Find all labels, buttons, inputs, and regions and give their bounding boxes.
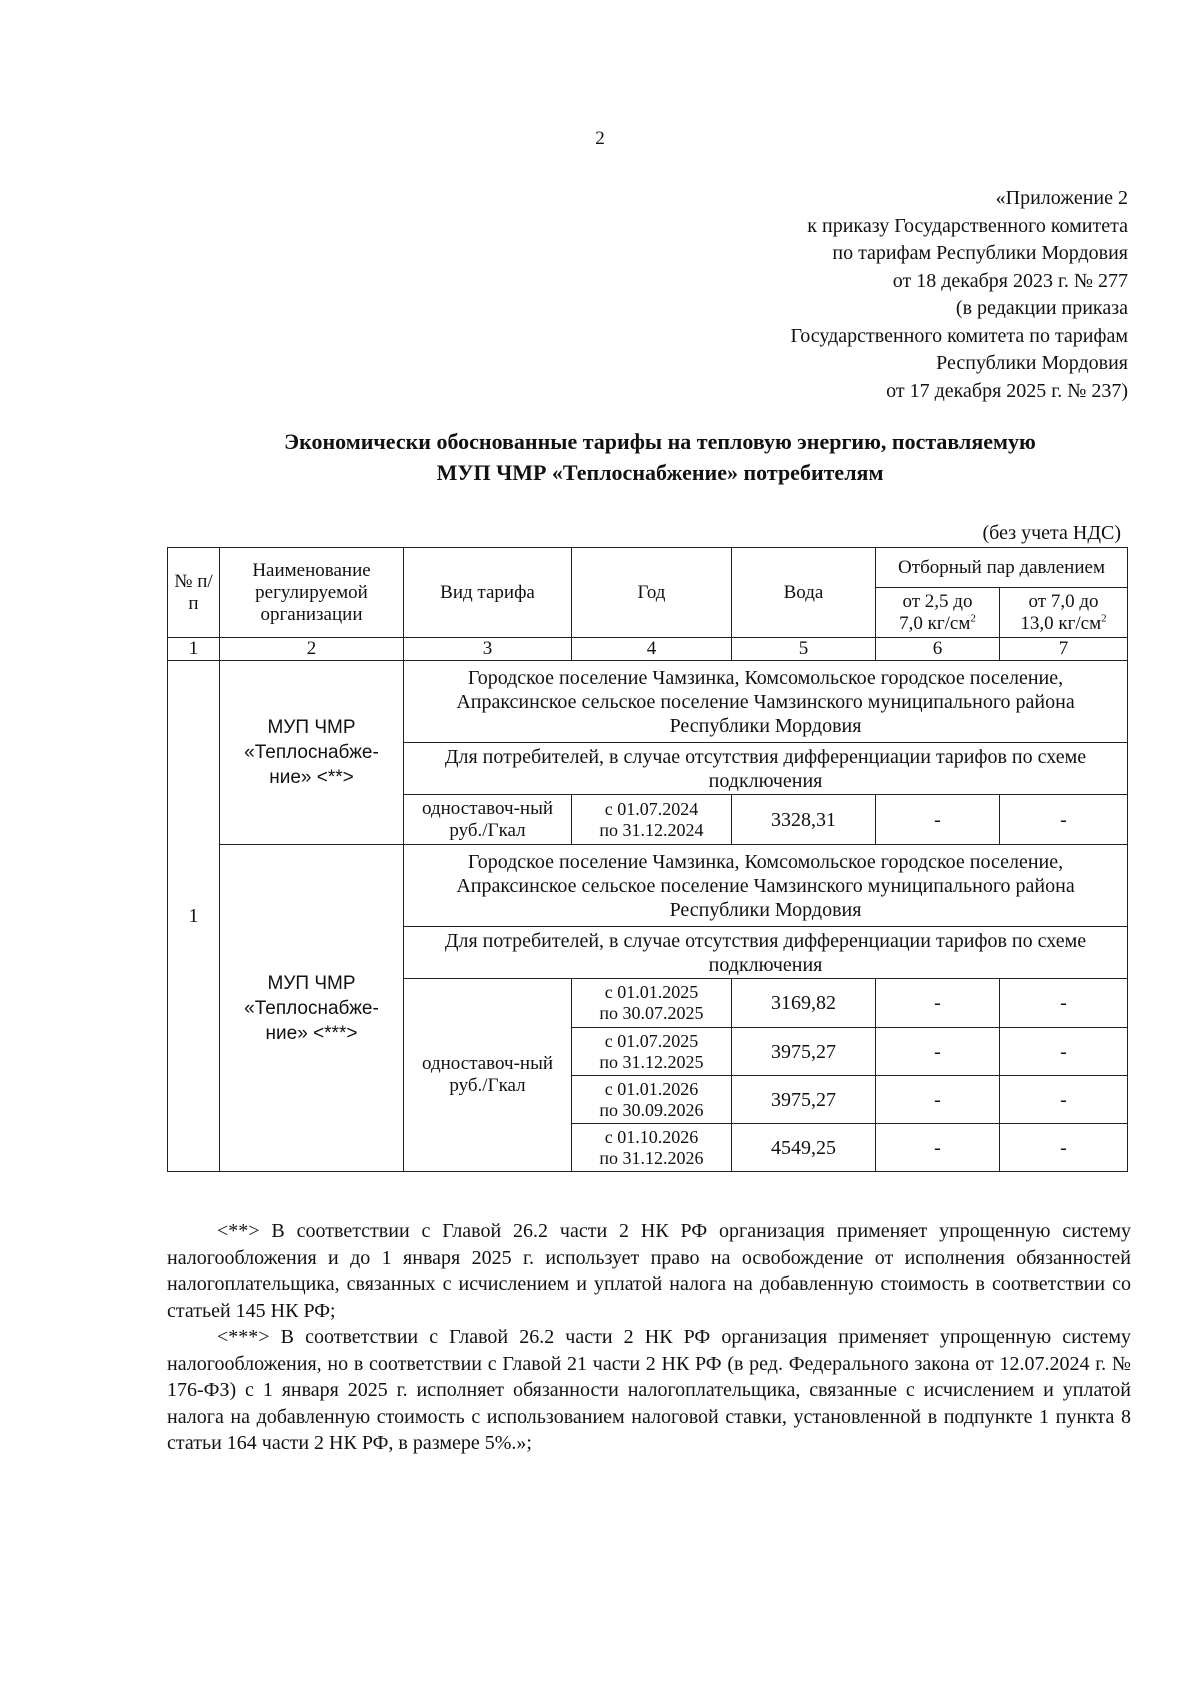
- water-value: 3975,27: [732, 1076, 876, 1124]
- period-end: по 30.09.2026: [599, 1099, 704, 1120]
- steam-low-value: -: [876, 1124, 1000, 1172]
- appendix-line: Республики Мордовия: [936, 352, 1128, 374]
- appendix-line: «Приложение 2: [995, 187, 1128, 209]
- header-steam: Отборный пар давлением: [876, 548, 1128, 588]
- area-text: Городское поселение Чамзинка, Комсомольское городское поселение, Апраксинское сельское поселение Чамзинского муниципального района Республики Мордовия: [404, 661, 1128, 743]
- header-water: Вода: [732, 548, 876, 638]
- steam-high-value: -: [1000, 795, 1128, 845]
- appendix-line: от 17 декабря 2025 г. № 237): [886, 379, 1128, 402]
- steam-high-value: -: [1000, 1124, 1128, 1172]
- water-value: 3975,27: [732, 1028, 876, 1076]
- footnote-triple-star: <***> В соответствии с Главой 26.2 части 2 НК РФ организация применяет упрощенную систему налогообложения, но в соответствии с Главой 21 части 2 НК РФ (в ред. Федерального закона от 12.07.2024 г. № 176-ФЗ) с 1 января 2025 г. исполняет обязанности налогоплательщика, связанные с исчислением и уплатой налога на добавленную стоимость с использованием налоговой ставки, установленной в подпункте 1 пункта 8 статьи 164 части 2 НК РФ, в размере 5%.»;: [167, 1326, 1131, 1454]
- tariff-type: одноставоч-ный руб./Гкал: [404, 979, 572, 1172]
- column-number: 7: [1000, 638, 1128, 661]
- document-title: [160, 426, 1160, 488]
- period-start: с 01.01.2026: [604, 1078, 699, 1099]
- period-end: по 31.12.2025: [599, 1051, 704, 1072]
- steam-low-value: -: [876, 1028, 1000, 1076]
- header-steam-high: [1000, 588, 1128, 638]
- column-number: 5: [732, 638, 876, 661]
- header-steam-low-b: 7,0 кг/см: [899, 612, 971, 634]
- column-number: 2: [220, 638, 404, 661]
- period: [572, 1028, 732, 1076]
- steam-high-value: -: [1000, 979, 1128, 1028]
- consumer-text: Для потребителей, в случае отсутствия дифференциации тарифов по схеме подключения: [404, 743, 1128, 795]
- column-number: 4: [572, 638, 732, 661]
- org-name: МУП ЧМР «Теплоснабже-ние» <**>: [220, 661, 404, 845]
- row-number: 1: [168, 661, 220, 1172]
- header-org: Наименование регулируемой организации: [220, 548, 404, 638]
- appendix-header: [568, 185, 1128, 405]
- area-text: Городское поселение Чамзинка, Комсомольское городское поселение, Апраксинское сельское поселение Чамзинского муниципального района Республики Мордовия: [404, 845, 1128, 927]
- vat-note: (без учета НДС): [982, 522, 1121, 544]
- org-name: МУП ЧМР «Теплоснабже-ние» <***>: [220, 845, 404, 1172]
- page-number: 2: [595, 128, 605, 149]
- header-num: № п/п: [168, 548, 220, 638]
- header-steam-low: [876, 588, 1000, 638]
- steam-high-value: -: [1000, 1076, 1128, 1124]
- period-end: по 31.12.2024: [599, 819, 704, 840]
- period-start: с 01.01.2025: [604, 982, 699, 1002]
- column-number: 6: [876, 638, 1000, 661]
- title-line: МУП ЧМР «Теплоснабжение» потребителям: [436, 460, 884, 485]
- appendix-line: (в редакции приказа: [955, 297, 1128, 319]
- period: [572, 979, 732, 1028]
- steam-high-value: -: [1000, 1028, 1128, 1076]
- water-value: 3328,31: [732, 795, 876, 845]
- period-start: с 01.10.2026: [604, 1126, 699, 1147]
- period-end: по 31.12.2026: [599, 1147, 704, 1168]
- appendix-line: Государственного комитета по тарифам: [790, 324, 1128, 347]
- superscript: 2: [1101, 612, 1107, 625]
- steam-low-value: -: [876, 795, 1000, 845]
- footnote-double-star: <**> В соответствии с Главой 26.2 части 2 НК РФ организация применяет упрощенную систему налогообложения и до 1 января 2025 г. использует право на освобождение от исполнения обязанностей налогоплательщика, связанных с исчислением и уплатой налога на добавленную стоимость в соответствии со статьей 145 НК РФ;: [167, 1220, 1131, 1322]
- appendix-line: по тарифам Республики Мордовия: [832, 242, 1128, 264]
- tariff-table: [167, 547, 1128, 1172]
- header-year: Год: [572, 548, 732, 638]
- period: [572, 1076, 732, 1124]
- period-start: с 01.07.2024: [604, 798, 699, 819]
- column-number: 1: [168, 638, 220, 661]
- header-steam-high-a: от 7,0 до: [1028, 590, 1099, 612]
- title-line: Экономически обоснованные тарифы на тепловую энергию, поставляемую: [284, 429, 1036, 454]
- steam-low-value: -: [876, 1076, 1000, 1124]
- water-value: 3169,82: [732, 979, 876, 1028]
- period-start: с 01.07.2025: [604, 1030, 699, 1051]
- superscript: 2: [970, 612, 976, 625]
- header-steam-high-b: 13,0 кг/см: [1020, 612, 1102, 634]
- period: [572, 795, 732, 845]
- header-tariff-type: Вид тарифа: [404, 548, 572, 638]
- period: [572, 1124, 732, 1172]
- column-number: 3: [404, 638, 572, 661]
- period-end: по 30.07.2025: [599, 1003, 704, 1023]
- appendix-line: от 18 декабря 2023 г. № 277: [892, 269, 1128, 292]
- tariff-type: одноставоч-ный руб./Гкал: [404, 795, 572, 845]
- consumer-text: Для потребителей, в случае отсутствия дифференциации тарифов по схеме подключения: [404, 927, 1128, 979]
- header-steam-low-a: от 2,5 до: [902, 590, 973, 612]
- appendix-line: к приказу Государственного комитета: [807, 214, 1128, 237]
- water-value: 4549,25: [732, 1124, 876, 1172]
- steam-low-value: -: [876, 979, 1000, 1028]
